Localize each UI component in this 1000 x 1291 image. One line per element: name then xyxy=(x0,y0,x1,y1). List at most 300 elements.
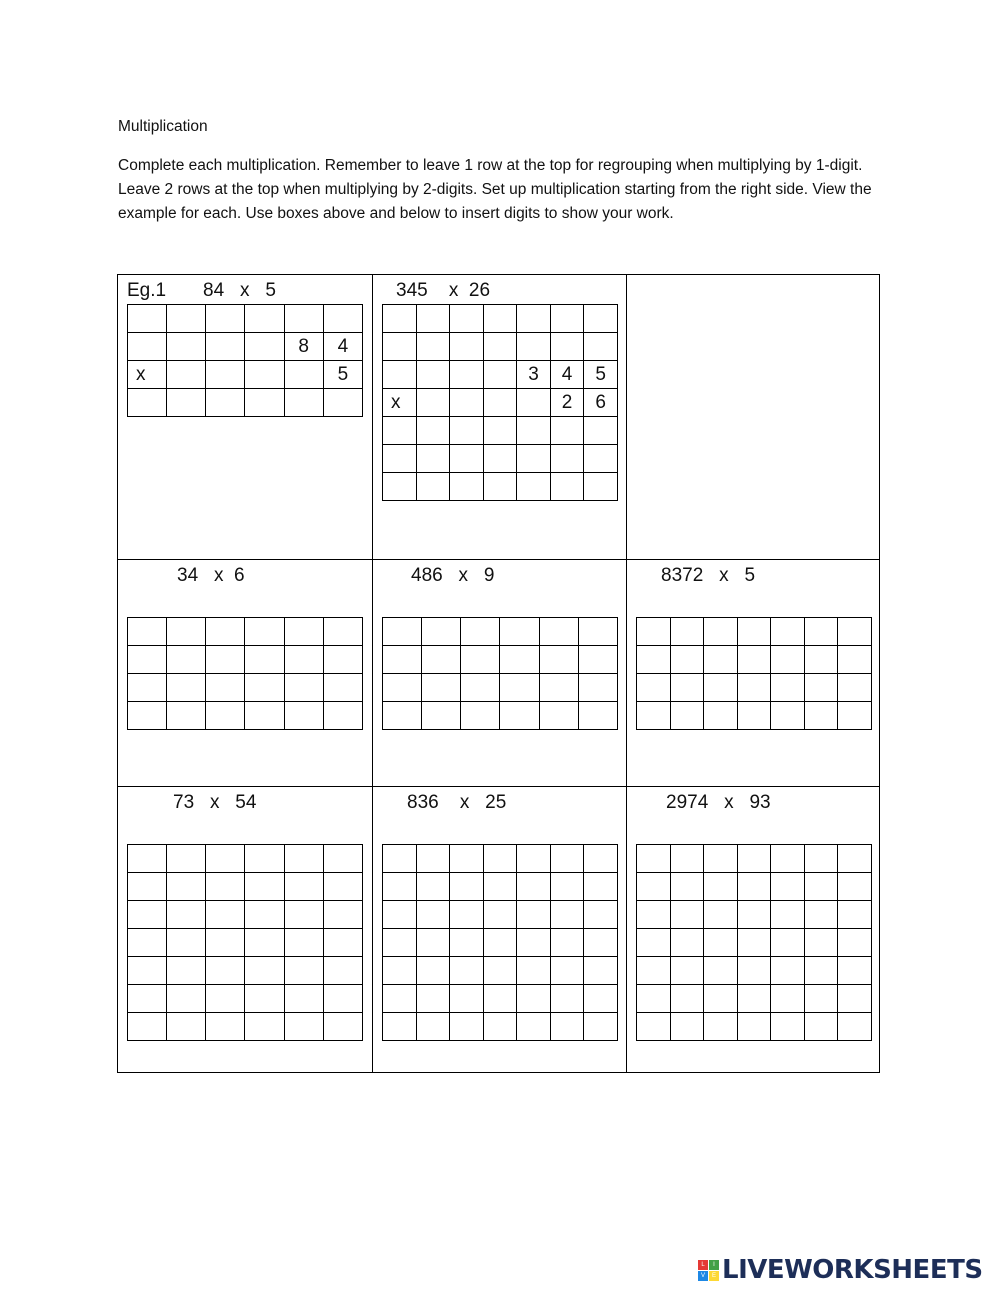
answer-box[interactable] xyxy=(704,929,738,957)
answer-box[interactable] xyxy=(128,646,167,674)
answer-box[interactable] xyxy=(500,702,539,730)
answer-box[interactable] xyxy=(804,985,838,1013)
answer-box[interactable] xyxy=(804,702,838,730)
grid-box[interactable] xyxy=(483,473,517,501)
answer-box[interactable] xyxy=(323,646,362,674)
answer-box[interactable] xyxy=(206,901,245,929)
answer-box[interactable] xyxy=(450,929,484,957)
answer-box[interactable] xyxy=(550,901,584,929)
answer-box[interactable] xyxy=(483,901,517,929)
answer-box[interactable] xyxy=(383,901,417,929)
answer-box[interactable] xyxy=(284,1013,323,1041)
answer-grid[interactable] xyxy=(127,844,363,1041)
answer-box[interactable] xyxy=(637,957,671,985)
answer-box[interactable] xyxy=(167,646,206,674)
answer-box[interactable] xyxy=(416,873,450,901)
grid-box[interactable] xyxy=(584,305,618,333)
answer-box[interactable] xyxy=(637,845,671,873)
answer-box[interactable] xyxy=(323,929,362,957)
answer-box[interactable] xyxy=(550,845,584,873)
answer-box[interactable] xyxy=(284,646,323,674)
answer-box[interactable] xyxy=(245,1013,284,1041)
answer-box[interactable] xyxy=(637,674,671,702)
grid-box[interactable] xyxy=(323,305,362,333)
answer-box[interactable] xyxy=(670,957,704,985)
answer-box[interactable] xyxy=(245,845,284,873)
grid-box[interactable] xyxy=(483,445,517,473)
answer-box[interactable] xyxy=(206,957,245,985)
grid-box[interactable] xyxy=(517,389,551,417)
grid-box[interactable] xyxy=(517,473,551,501)
answer-box[interactable] xyxy=(838,646,872,674)
grid-box[interactable]: 2 xyxy=(550,389,584,417)
answer-box[interactable] xyxy=(584,901,618,929)
answer-box[interactable] xyxy=(483,985,517,1013)
answer-box[interactable] xyxy=(737,929,771,957)
grid-box[interactable]: 6 xyxy=(584,389,618,417)
answer-box[interactable] xyxy=(838,618,872,646)
answer-box[interactable] xyxy=(128,618,167,646)
answer-box[interactable] xyxy=(704,1013,738,1041)
answer-box[interactable] xyxy=(450,985,484,1013)
answer-box[interactable] xyxy=(323,901,362,929)
answer-box[interactable] xyxy=(323,957,362,985)
answer-box[interactable] xyxy=(550,1013,584,1041)
answer-box[interactable] xyxy=(517,957,551,985)
answer-box[interactable] xyxy=(128,1013,167,1041)
answer-box[interactable] xyxy=(804,901,838,929)
answer-grid[interactable] xyxy=(636,617,872,730)
grid-box[interactable] xyxy=(550,305,584,333)
answer-box[interactable] xyxy=(670,901,704,929)
answer-box[interactable] xyxy=(206,674,245,702)
grid-box[interactable] xyxy=(383,361,417,389)
answer-box[interactable] xyxy=(771,674,805,702)
answer-box[interactable] xyxy=(838,957,872,985)
grid-box[interactable]: 8 xyxy=(284,333,323,361)
grid-row xyxy=(128,957,363,985)
grid-box[interactable]: x xyxy=(128,361,167,389)
answer-box[interactable] xyxy=(670,1013,704,1041)
answer-box[interactable] xyxy=(771,957,805,985)
grid-box[interactable]: 5 xyxy=(584,361,618,389)
answer-box[interactable] xyxy=(737,873,771,901)
grid-box[interactable] xyxy=(450,333,484,361)
answer-box[interactable] xyxy=(167,929,206,957)
answer-box[interactable] xyxy=(206,929,245,957)
answer-box[interactable] xyxy=(737,646,771,674)
answer-box[interactable] xyxy=(838,1013,872,1041)
grid-box[interactable] xyxy=(450,417,484,445)
answer-box[interactable] xyxy=(670,845,704,873)
answer-box[interactable] xyxy=(500,674,539,702)
answer-box[interactable] xyxy=(422,674,461,702)
answer-box[interactable] xyxy=(584,1013,618,1041)
answer-box[interactable] xyxy=(771,618,805,646)
grid-box[interactable] xyxy=(167,361,206,389)
answer-box[interactable] xyxy=(737,901,771,929)
answer-box[interactable] xyxy=(804,674,838,702)
answer-box[interactable] xyxy=(284,901,323,929)
answer-box[interactable] xyxy=(450,845,484,873)
grid-box[interactable] xyxy=(483,305,517,333)
answer-box[interactable] xyxy=(539,702,578,730)
answer-box[interactable] xyxy=(838,845,872,873)
grid-box[interactable] xyxy=(450,361,484,389)
answer-box[interactable] xyxy=(771,1013,805,1041)
answer-box[interactable] xyxy=(737,618,771,646)
answer-box[interactable] xyxy=(578,646,617,674)
answer-box[interactable] xyxy=(637,901,671,929)
grid-box[interactable] xyxy=(245,305,284,333)
grid-box[interactable] xyxy=(284,305,323,333)
answer-box[interactable] xyxy=(804,646,838,674)
answer-box[interactable] xyxy=(284,674,323,702)
problem-cell-4 xyxy=(372,559,626,786)
answer-box[interactable] xyxy=(704,674,738,702)
answer-box[interactable] xyxy=(461,674,500,702)
problem-cell-example-1 xyxy=(118,275,372,559)
answer-box[interactable] xyxy=(416,845,450,873)
answer-box[interactable] xyxy=(323,1013,362,1041)
answer-box[interactable] xyxy=(128,929,167,957)
answer-box[interactable] xyxy=(704,957,738,985)
grid-box[interactable] xyxy=(450,445,484,473)
grid-box[interactable] xyxy=(584,445,618,473)
answer-box[interactable] xyxy=(517,1013,551,1041)
grid-box[interactable] xyxy=(383,417,417,445)
grid-box[interactable] xyxy=(245,361,284,389)
grid-box[interactable] xyxy=(383,445,417,473)
grid-box[interactable] xyxy=(517,333,551,361)
answer-box[interactable] xyxy=(483,845,517,873)
answer-box[interactable] xyxy=(128,674,167,702)
answer-grid[interactable] xyxy=(382,617,618,730)
grid-box[interactable]: 4 xyxy=(323,333,362,361)
grid-box[interactable] xyxy=(483,417,517,445)
answer-box[interactable] xyxy=(550,873,584,901)
answer-box[interactable] xyxy=(584,929,618,957)
answer-box[interactable] xyxy=(323,873,362,901)
answer-box[interactable] xyxy=(245,929,284,957)
answer-box[interactable] xyxy=(483,1013,517,1041)
answer-box[interactable] xyxy=(704,702,738,730)
grid-box[interactable] xyxy=(584,473,618,501)
answer-box[interactable] xyxy=(737,702,771,730)
answer-box[interactable] xyxy=(838,929,872,957)
answer-box[interactable] xyxy=(284,929,323,957)
answer-box[interactable] xyxy=(245,702,284,730)
answer-box[interactable] xyxy=(167,674,206,702)
answer-box[interactable] xyxy=(167,957,206,985)
grid-box[interactable] xyxy=(284,361,323,389)
answer-box[interactable] xyxy=(584,985,618,1013)
grid-box[interactable] xyxy=(483,361,517,389)
answer-box[interactable] xyxy=(838,985,872,1013)
grid-box[interactable] xyxy=(323,389,362,417)
answer-box[interactable] xyxy=(771,873,805,901)
answer-box[interactable] xyxy=(670,646,704,674)
answer-box[interactable] xyxy=(128,873,167,901)
answer-box[interactable] xyxy=(323,618,362,646)
answer-box[interactable] xyxy=(517,901,551,929)
answer-box[interactable] xyxy=(284,957,323,985)
answer-box[interactable] xyxy=(383,646,422,674)
answer-box[interactable] xyxy=(804,957,838,985)
answer-box[interactable] xyxy=(461,646,500,674)
answer-box[interactable] xyxy=(450,873,484,901)
answer-box[interactable] xyxy=(284,702,323,730)
answer-box[interactable] xyxy=(383,674,422,702)
answer-box[interactable] xyxy=(167,873,206,901)
answer-box[interactable] xyxy=(771,901,805,929)
answer-box[interactable] xyxy=(245,957,284,985)
answer-box[interactable] xyxy=(670,674,704,702)
answer-box[interactable] xyxy=(206,702,245,730)
answer-box[interactable] xyxy=(838,873,872,901)
answer-box[interactable] xyxy=(670,929,704,957)
answer-box[interactable] xyxy=(206,985,245,1013)
answer-box[interactable] xyxy=(517,873,551,901)
answer-box[interactable] xyxy=(704,901,738,929)
answer-box[interactable] xyxy=(383,702,422,730)
answer-box[interactable] xyxy=(245,618,284,646)
grid-box[interactable]: 4 xyxy=(550,361,584,389)
grid-row xyxy=(383,901,618,929)
answer-box[interactable] xyxy=(167,1013,206,1041)
grid-box[interactable] xyxy=(245,333,284,361)
answer-box[interactable] xyxy=(284,845,323,873)
grid-box[interactable] xyxy=(416,333,450,361)
answer-box[interactable] xyxy=(206,845,245,873)
answer-box[interactable] xyxy=(517,985,551,1013)
answer-box[interactable] xyxy=(245,873,284,901)
answer-box[interactable] xyxy=(245,985,284,1013)
answer-box[interactable] xyxy=(416,901,450,929)
answer-box[interactable] xyxy=(838,702,872,730)
answer-box[interactable] xyxy=(838,674,872,702)
answer-box[interactable] xyxy=(704,618,738,646)
answer-box[interactable] xyxy=(771,985,805,1013)
answer-box[interactable] xyxy=(416,957,450,985)
grid-box[interactable] xyxy=(550,445,584,473)
answer-box[interactable] xyxy=(383,985,417,1013)
answer-box[interactable] xyxy=(167,845,206,873)
answer-box[interactable] xyxy=(584,957,618,985)
grid-box[interactable] xyxy=(416,417,450,445)
answer-box[interactable] xyxy=(771,929,805,957)
grid-box[interactable] xyxy=(450,473,484,501)
grid-box[interactable] xyxy=(450,389,484,417)
answer-box[interactable] xyxy=(637,646,671,674)
grid-box[interactable] xyxy=(450,305,484,333)
answer-box[interactable] xyxy=(704,646,738,674)
grid-box[interactable] xyxy=(517,305,551,333)
answer-box[interactable] xyxy=(416,1013,450,1041)
grid-box[interactable] xyxy=(245,389,284,417)
grid-box[interactable] xyxy=(483,333,517,361)
answer-box[interactable] xyxy=(771,845,805,873)
answer-box[interactable] xyxy=(584,873,618,901)
answer-box[interactable] xyxy=(383,618,422,646)
grid-box[interactable] xyxy=(584,333,618,361)
answer-box[interactable] xyxy=(416,929,450,957)
answer-box[interactable] xyxy=(167,702,206,730)
answer-box[interactable] xyxy=(584,845,618,873)
answer-box[interactable] xyxy=(500,646,539,674)
answer-box[interactable] xyxy=(323,674,362,702)
answer-box[interactable] xyxy=(737,985,771,1013)
grid-box[interactable] xyxy=(128,305,167,333)
answer-box[interactable] xyxy=(383,929,417,957)
answer-box[interactable] xyxy=(637,873,671,901)
grid-box[interactable] xyxy=(167,389,206,417)
answer-box[interactable] xyxy=(422,702,461,730)
answer-box[interactable] xyxy=(128,957,167,985)
grid-box[interactable] xyxy=(128,333,167,361)
answer-box[interactable] xyxy=(206,646,245,674)
answer-box[interactable] xyxy=(550,957,584,985)
answer-box[interactable] xyxy=(804,873,838,901)
answer-box[interactable] xyxy=(167,901,206,929)
answer-box[interactable] xyxy=(450,901,484,929)
answer-box[interactable] xyxy=(245,646,284,674)
answer-box[interactable] xyxy=(704,873,738,901)
answer-box[interactable] xyxy=(637,618,671,646)
answer-box[interactable] xyxy=(804,845,838,873)
answer-box[interactable] xyxy=(284,618,323,646)
grid-box[interactable] xyxy=(550,473,584,501)
answer-box[interactable] xyxy=(450,1013,484,1041)
answer-box[interactable] xyxy=(422,646,461,674)
grid-box[interactable] xyxy=(517,417,551,445)
answer-box[interactable] xyxy=(704,985,738,1013)
answer-box[interactable] xyxy=(483,873,517,901)
answer-box[interactable] xyxy=(323,985,362,1013)
grid-box[interactable] xyxy=(206,305,245,333)
answer-box[interactable] xyxy=(500,618,539,646)
answer-box[interactable] xyxy=(422,618,461,646)
answer-box[interactable] xyxy=(804,1013,838,1041)
grid-box[interactable] xyxy=(383,473,417,501)
grid-box[interactable]: x xyxy=(383,389,417,417)
answer-box[interactable] xyxy=(637,985,671,1013)
answer-box[interactable] xyxy=(517,929,551,957)
grid-box[interactable] xyxy=(550,333,584,361)
answer-box[interactable] xyxy=(383,873,417,901)
answer-box[interactable] xyxy=(804,618,838,646)
grid-box[interactable]: 5 xyxy=(323,361,362,389)
answer-box[interactable] xyxy=(539,674,578,702)
grid-box[interactable] xyxy=(128,389,167,417)
grid-box[interactable] xyxy=(383,333,417,361)
answer-box[interactable] xyxy=(483,957,517,985)
grid-box[interactable] xyxy=(383,305,417,333)
answer-box[interactable] xyxy=(128,985,167,1013)
answer-box[interactable] xyxy=(578,702,617,730)
logo-square: E xyxy=(709,1271,719,1281)
grid-box[interactable] xyxy=(550,417,584,445)
answer-box[interactable] xyxy=(550,985,584,1013)
answer-grid[interactable] xyxy=(127,617,363,730)
answer-grid[interactable] xyxy=(636,844,872,1041)
answer-box[interactable] xyxy=(206,1013,245,1041)
answer-box[interactable] xyxy=(483,929,517,957)
answer-box[interactable] xyxy=(670,702,704,730)
grid-box[interactable] xyxy=(517,445,551,473)
answer-box[interactable] xyxy=(737,957,771,985)
answer-box[interactable] xyxy=(416,985,450,1013)
grid-box[interactable] xyxy=(416,473,450,501)
answer-box[interactable] xyxy=(539,646,578,674)
answer-box[interactable] xyxy=(284,873,323,901)
answer-box[interactable] xyxy=(383,957,417,985)
answer-box[interactable] xyxy=(737,1013,771,1041)
answer-box[interactable] xyxy=(206,618,245,646)
answer-box[interactable] xyxy=(323,702,362,730)
answer-box[interactable] xyxy=(323,845,362,873)
answer-box[interactable] xyxy=(383,1013,417,1041)
answer-box[interactable] xyxy=(804,929,838,957)
grid-box[interactable] xyxy=(206,333,245,361)
answer-box[interactable] xyxy=(128,845,167,873)
answer-box[interactable] xyxy=(578,674,617,702)
answer-box[interactable] xyxy=(771,702,805,730)
grid-box[interactable] xyxy=(167,305,206,333)
answer-box[interactable] xyxy=(637,929,671,957)
answer-box[interactable] xyxy=(517,845,551,873)
grid-box[interactable] xyxy=(206,389,245,417)
answer-grid[interactable] xyxy=(382,844,618,1041)
answer-box[interactable] xyxy=(578,618,617,646)
answer-box[interactable] xyxy=(284,985,323,1013)
answer-box[interactable] xyxy=(838,901,872,929)
grid-box[interactable] xyxy=(483,389,517,417)
answer-box[interactable] xyxy=(771,646,805,674)
answer-box[interactable] xyxy=(167,985,206,1013)
answer-box[interactable] xyxy=(128,901,167,929)
answer-box[interactable] xyxy=(550,929,584,957)
answer-box[interactable] xyxy=(670,873,704,901)
answer-box[interactable] xyxy=(245,901,284,929)
answer-box[interactable] xyxy=(383,845,417,873)
answer-box[interactable] xyxy=(704,845,738,873)
answer-box[interactable] xyxy=(670,618,704,646)
grid-box[interactable] xyxy=(584,417,618,445)
answer-box[interactable] xyxy=(461,702,500,730)
grid-box[interactable] xyxy=(416,389,450,417)
answer-box[interactable] xyxy=(637,1013,671,1041)
grid-box[interactable]: 3 xyxy=(517,361,551,389)
answer-box[interactable] xyxy=(128,702,167,730)
answer-box[interactable] xyxy=(670,985,704,1013)
grid-box[interactable] xyxy=(206,361,245,389)
grid-box[interactable] xyxy=(416,445,450,473)
answer-box[interactable] xyxy=(450,957,484,985)
answer-box[interactable] xyxy=(167,618,206,646)
answer-box[interactable] xyxy=(637,702,671,730)
answer-box[interactable] xyxy=(206,873,245,901)
answer-box[interactable] xyxy=(539,618,578,646)
grid-box[interactable] xyxy=(416,305,450,333)
grid-box[interactable] xyxy=(167,333,206,361)
grid-box[interactable] xyxy=(416,361,450,389)
answer-box[interactable] xyxy=(737,674,771,702)
answer-box[interactable] xyxy=(737,845,771,873)
answer-box[interactable] xyxy=(245,674,284,702)
grid-box[interactable] xyxy=(284,389,323,417)
answer-box[interactable] xyxy=(461,618,500,646)
